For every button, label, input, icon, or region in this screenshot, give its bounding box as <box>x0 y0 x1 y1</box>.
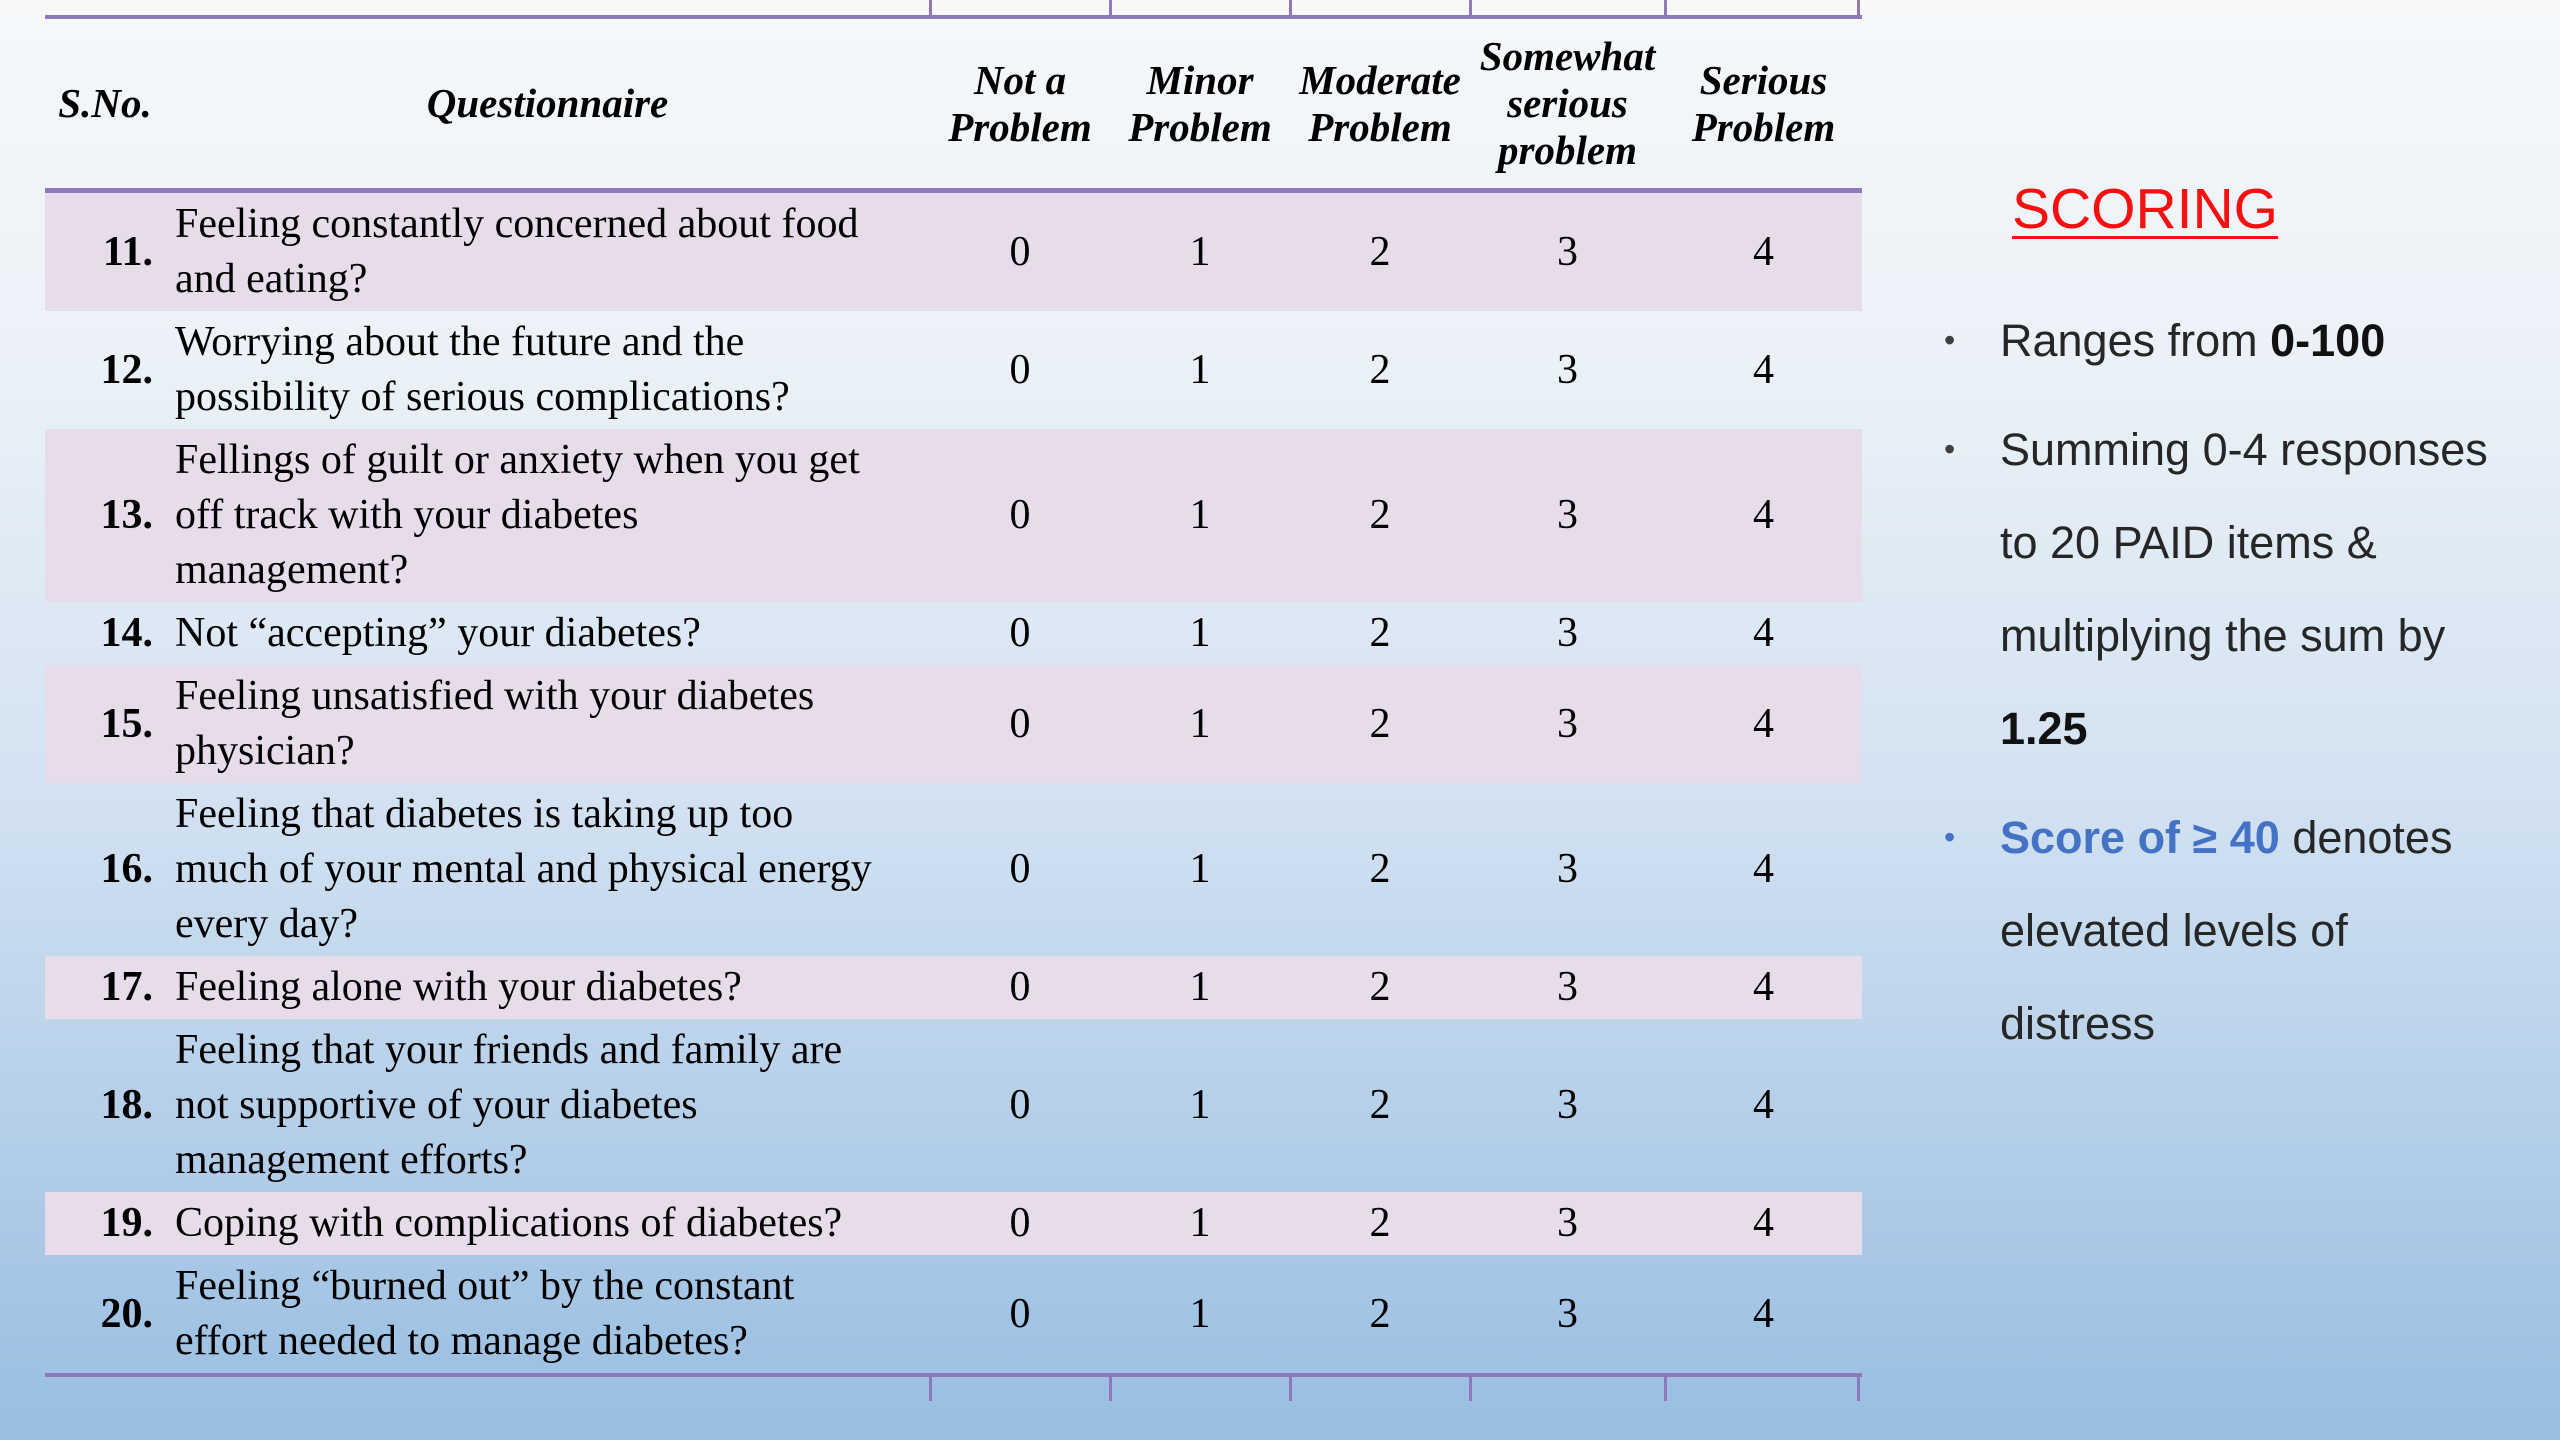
header-serious-problem: Serious Problem <box>1691 56 1836 150</box>
score-value: 0 <box>1009 610 1031 656</box>
score-value: 3 <box>1557 228 1578 275</box>
table-header <box>45 17 1862 191</box>
table-row <box>45 956 1862 1019</box>
header-moderate-problem: Moderate Problem <box>1299 56 1461 150</box>
question-text: Feeling “burned out” by the constant effort needed to manage diabetes? <box>175 1263 795 1364</box>
bullet-icon: • <box>1944 322 1956 358</box>
scoring-list <box>1940 294 2502 1070</box>
table-row <box>45 311 1862 429</box>
score-value: 2 <box>1369 610 1391 656</box>
score-value: 1 <box>1189 346 1211 393</box>
table-row <box>45 602 1862 665</box>
column-divider-tick <box>929 0 932 15</box>
table-row <box>45 665 1862 783</box>
score-value: 3 <box>1557 346 1578 393</box>
paid-questionnaire-table-wrap <box>45 0 1862 1401</box>
bullet-icon: • <box>1944 819 1956 855</box>
score-value: 4 <box>1753 1290 1774 1337</box>
score-value: 3 <box>1557 700 1578 747</box>
score-value: 1 <box>1189 228 1211 275</box>
score-value: 0 <box>1009 700 1031 747</box>
score-value: 2 <box>1369 1290 1391 1337</box>
score-value: 1 <box>1189 1200 1211 1246</box>
header-minor-problem: Minor Problem <box>1128 56 1272 150</box>
score-value: 4 <box>1753 846 1774 892</box>
table-row <box>45 429 1862 602</box>
question-text: Feeling alone with your diabetes? <box>175 964 742 1010</box>
header-somewhat-serious-problem: Somewhat serious problem <box>1479 33 1656 173</box>
score-value: 1 <box>1189 964 1211 1010</box>
bottom-cut-row-strip <box>45 1377 1862 1401</box>
score-value: 1 <box>1189 492 1211 538</box>
scoring-text-bold: 1.25 <box>2000 703 2088 754</box>
score-value: 3 <box>1557 964 1578 1010</box>
question-text: Feeling that your friends and family are not supportive of your diabetes management efforts? <box>175 1027 843 1183</box>
score-value: 1 <box>1189 700 1211 747</box>
row-number: 13. <box>100 492 153 538</box>
score-value: 0 <box>1009 1200 1031 1246</box>
score-value: 2 <box>1369 228 1391 275</box>
row-number: 19. <box>100 1200 153 1246</box>
row-number: 11. <box>102 228 153 275</box>
column-divider-tick <box>1664 1377 1667 1401</box>
column-divider-tick <box>1109 1377 1112 1401</box>
header-row <box>45 17 1862 191</box>
score-value: 2 <box>1369 964 1391 1010</box>
column-divider-tick <box>1664 0 1667 15</box>
score-value: 4 <box>1753 228 1774 275</box>
score-value: 1 <box>1189 1082 1211 1128</box>
table-row <box>45 191 1862 312</box>
column-divider-tick <box>1469 1377 1472 1401</box>
column-divider-tick <box>1469 0 1472 15</box>
score-value: 3 <box>1557 610 1578 656</box>
table-row <box>45 1019 1862 1192</box>
score-value: 4 <box>1753 610 1774 656</box>
row-number: 12. <box>100 346 153 393</box>
scoring-bullet-summing <box>1940 403 2502 775</box>
scoring-text: Ranges from <box>2000 315 2271 366</box>
scoring-bullet-range <box>1940 294 2502 387</box>
table-row <box>45 1255 1862 1375</box>
score-value: 2 <box>1369 700 1391 747</box>
scoring-title: SCORING <box>2012 177 2279 241</box>
header-sno: S.No. <box>58 80 152 126</box>
column-divider-tick <box>1109 0 1112 15</box>
question-text: Feeling that diabetes is taking up too much of your mental and physical energy every day? <box>175 791 872 947</box>
score-value: 0 <box>1009 346 1031 393</box>
question-text: Not “accepting” your diabetes? <box>175 610 701 656</box>
score-value: 3 <box>1557 1200 1578 1246</box>
score-value: 4 <box>1753 700 1774 747</box>
scoring-panel <box>1940 178 2502 1086</box>
row-number: 17. <box>100 964 153 1010</box>
score-value: 4 <box>1753 1200 1774 1246</box>
header-not-a-problem: Not a Problem <box>948 56 1092 150</box>
score-value: 1 <box>1189 846 1211 892</box>
score-value: 3 <box>1557 492 1578 538</box>
score-value: 4 <box>1753 492 1774 538</box>
row-number: 14. <box>100 610 153 656</box>
scoring-text-blue: Score of ≥ 40 <box>2000 812 2280 863</box>
score-value: 0 <box>1009 492 1031 538</box>
score-value: 4 <box>1753 964 1774 1010</box>
question-text: Feeling constantly concerned about food and eating? <box>175 201 859 302</box>
table-row <box>45 1192 1862 1255</box>
score-value: 3 <box>1557 1082 1578 1128</box>
column-divider-tick <box>929 1377 932 1401</box>
score-value: 2 <box>1369 1200 1391 1246</box>
row-number: 15. <box>100 700 153 747</box>
row-number: 16. <box>100 846 153 892</box>
header-questionnaire: Questionnaire <box>426 80 669 126</box>
score-value: 0 <box>1009 1290 1031 1337</box>
scoring-text-bold: 0-100 <box>2270 315 2386 366</box>
question-text: Feeling unsatisfied with your diabetes physician? <box>175 673 815 774</box>
scoring-text: denotes elevated levels of distress <box>2000 812 2453 1049</box>
top-cut-row-strip <box>45 0 1862 15</box>
question-text: Worrying about the future and the possibility of serious complications? <box>175 319 790 420</box>
score-value: 2 <box>1369 346 1391 393</box>
row-number: 18. <box>100 1082 153 1128</box>
question-text: Fellings of guilt or anxiety when you get off track with your diabetes management? <box>175 437 860 593</box>
column-divider-tick <box>1857 1377 1860 1401</box>
scoring-text: Summing 0-4 responses to 20 PAID items & multiplying the sum by <box>2000 424 2488 661</box>
score-value: 0 <box>1009 228 1031 275</box>
score-value: 2 <box>1369 492 1391 538</box>
row-number: 20. <box>100 1290 153 1337</box>
paid-questionnaire-table <box>45 15 1862 1377</box>
score-value: 1 <box>1189 610 1211 656</box>
score-value: 0 <box>1009 846 1031 892</box>
score-value: 0 <box>1009 964 1031 1010</box>
column-divider-tick <box>1289 1377 1292 1401</box>
score-value: 1 <box>1189 1290 1211 1337</box>
score-value: 3 <box>1557 1290 1578 1337</box>
table-row <box>45 783 1862 956</box>
scoring-bullet-threshold <box>1940 791 2502 1070</box>
score-value: 4 <box>1753 1082 1774 1128</box>
bullet-icon: • <box>1944 431 1956 467</box>
score-value: 0 <box>1009 1082 1031 1128</box>
score-value: 3 <box>1557 846 1578 892</box>
column-divider-tick <box>1857 0 1860 15</box>
table-body <box>45 191 1862 1376</box>
column-divider-tick <box>1289 0 1292 15</box>
score-value: 2 <box>1369 1082 1391 1128</box>
question-text: Coping with complications of diabetes? <box>175 1200 843 1246</box>
score-value: 4 <box>1753 346 1774 393</box>
score-value: 2 <box>1369 846 1391 892</box>
